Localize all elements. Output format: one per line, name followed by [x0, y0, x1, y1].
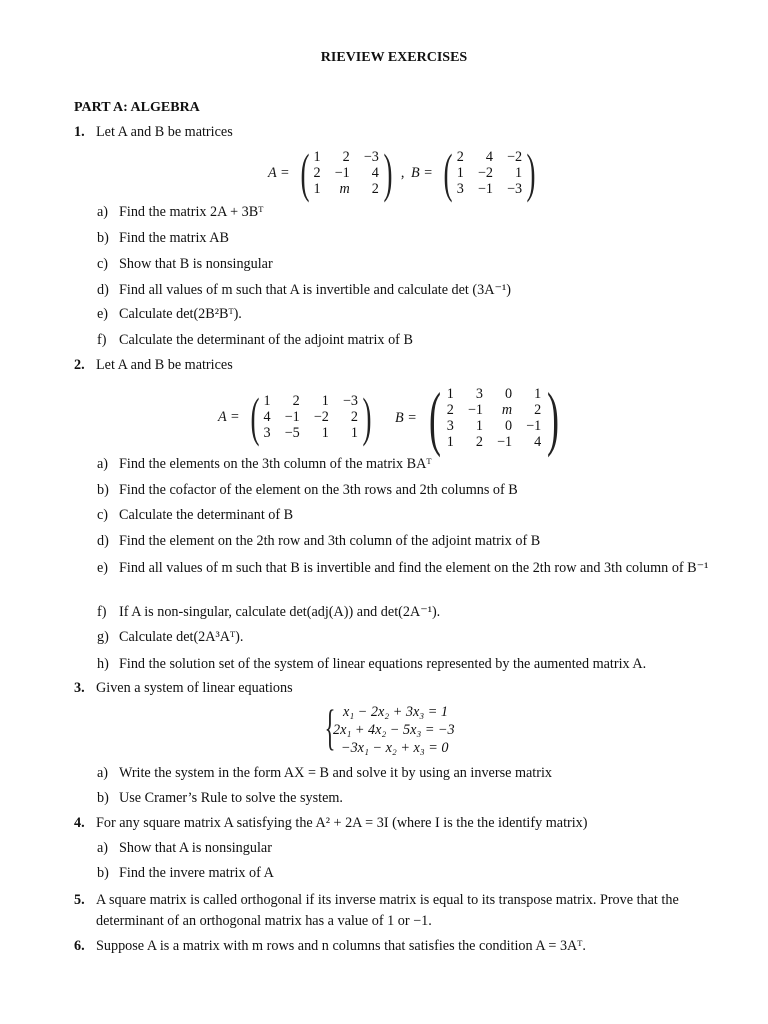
section-heading-part-a: PART A: ALGEBRA: [74, 100, 200, 115]
subquestion: [97, 456, 432, 473]
matrix-b-q2: [395, 378, 565, 458]
subquestion-text: Find the invere matrix of A: [119, 865, 274, 881]
question-text: A square matrix is called orthogonal if its inverse matrix is equal to its transpose matrix. Prove that the determinant of an orthogonal matrix has a value of 1 or −1.: [96, 892, 679, 929]
question-text: For any square matrix A satisfying the A² + 2A = 3I (where I is the the identify matrix): [96, 815, 588, 831]
subquestion-text: Calculate the determinant of B: [119, 507, 294, 523]
subquestion-label: e): [97, 560, 109, 576]
matrix-cell: −1: [496, 434, 513, 450]
matrix-cell: 4: [371, 165, 379, 181]
matrix-cell: −2: [506, 149, 523, 165]
subquestion-label: b): [97, 482, 109, 498]
matrix-cell: 4: [485, 149, 493, 165]
right-paren: ): [526, 143, 536, 203]
subquestion: [97, 765, 552, 782]
subquestion-text: Find the element on the 2th row and 3th column of the adjoint matrix of B: [119, 533, 541, 549]
subquestion-label: c): [97, 256, 109, 272]
matrix-cell: 2: [292, 393, 300, 409]
subquestion-label: b): [97, 790, 109, 806]
matrix-cell: −1: [284, 409, 300, 425]
subquestion: [97, 629, 243, 646]
matrix-cell: 0: [505, 386, 513, 402]
question-text: Let A and B be matrices: [96, 124, 233, 140]
matrix-cell: 3: [475, 386, 483, 402]
matrix-separator: ,: [400, 164, 405, 181]
equation-1: x₁ − 2x₂ + 3x₃ = 1: [343, 704, 448, 720]
matrix-cell: −2: [313, 409, 329, 425]
matrix-cell: 1: [350, 425, 358, 441]
subquestion: [97, 482, 518, 499]
matrix-cell: 2: [446, 402, 454, 418]
matrix-cell: −1: [467, 402, 483, 418]
subquestion-text: Find all values of m such that B is invertible and find the element on the 2th row and 3th column of B⁻¹: [119, 560, 709, 576]
subquestion: [97, 790, 343, 807]
matrix-label: A =: [218, 408, 240, 425]
matrix-label: B =: [395, 409, 417, 426]
subquestion-text: Calculate det(2B²Bᵀ).: [119, 306, 242, 322]
left-paren: (: [428, 378, 441, 458]
left-paren: (: [250, 387, 260, 447]
matrix-cell: −1: [526, 418, 542, 434]
matrix-cell: 2: [371, 181, 379, 197]
subquestion: [97, 332, 413, 349]
matrix-a-q2: [218, 387, 376, 447]
question-number: 6.: [74, 938, 85, 954]
subquestion-label: a): [97, 456, 109, 472]
subquestion: [97, 840, 272, 857]
subquestion: [97, 230, 229, 247]
question-number: 5.: [74, 892, 85, 908]
right-paren: ): [383, 143, 393, 203]
question-number: 2.: [74, 357, 85, 373]
subquestion: [97, 306, 242, 323]
subquestion-text: Find the elements on the 3th column of the matrix BAᵀ: [119, 456, 432, 472]
matrix-cell: −1: [334, 165, 350, 181]
subquestion-label: d): [97, 533, 109, 549]
subquestion: [97, 507, 293, 524]
subquestion-text: Show that A is nonsingular: [119, 840, 272, 856]
subquestion: [97, 865, 274, 882]
question-1: [74, 124, 233, 141]
equation-2: 2x₁ + 4x₂ − 5x₃ = −3: [333, 722, 455, 738]
question-text: Suppose A is a matrix with m rows and n columns that satisfies the condition A = 3Aᵀ.: [96, 938, 586, 954]
subquestion-text: Write the system in the form AX = B and solve it by using an inverse matrix: [119, 765, 552, 781]
matrix-cell: −3: [342, 393, 358, 409]
question-3: [74, 680, 293, 697]
question-4: [74, 815, 588, 832]
matrix-cell: 1: [534, 386, 542, 402]
subquestion-text: Show that B is nonsingular: [119, 256, 273, 272]
subquestion-text: Find the matrix AB: [119, 230, 229, 246]
subquestion-text: Find all values of m such that A is invertible and calculate det (3A⁻¹): [119, 282, 511, 298]
matrix-cell: 0: [505, 418, 513, 434]
matrix-grid: [264, 393, 358, 441]
subquestion-label: f): [97, 332, 107, 348]
subquestion-label: a): [97, 204, 109, 220]
subquestion-label: c): [97, 507, 109, 523]
matrix-cell: 2: [313, 165, 321, 181]
matrix-cell: 1: [446, 386, 454, 402]
question-5: [74, 890, 724, 932]
matrix-cell: 1: [321, 393, 329, 409]
matrix-cell: −2: [477, 165, 493, 181]
left-paren: (: [443, 143, 453, 203]
matrix-label: B =: [411, 164, 433, 181]
right-paren: ): [547, 378, 560, 458]
question-6: [74, 938, 586, 955]
subquestion-text: Find the matrix 2A + 3Bᵀ: [119, 204, 264, 220]
matrix-cell: 1: [321, 425, 329, 441]
matrix-cell: 1: [263, 393, 271, 409]
matrix-cell: 4: [534, 434, 542, 450]
subquestion-label: b): [97, 865, 109, 881]
system-brace: {: [324, 699, 336, 755]
matrix-grid: [314, 149, 379, 197]
subquestion-label: a): [97, 840, 109, 856]
matrix-a-q1: [268, 143, 405, 203]
matrix-cell: 1: [515, 165, 523, 181]
subquestion: [97, 204, 263, 221]
equation-3: −3x₁ − x₂ + x₃ = 0: [341, 740, 449, 756]
question-number: 4.: [74, 815, 85, 831]
matrix-label: A =: [268, 164, 290, 181]
subquestion-label: h): [97, 656, 109, 672]
matrix-cell: 2: [534, 402, 542, 418]
matrix-cell: −1: [477, 181, 493, 197]
question-text: Given a system of linear equations: [96, 680, 293, 696]
matrix-cell: 3: [456, 181, 464, 197]
matrix-cell: m: [501, 402, 513, 418]
subquestion-label: a): [97, 765, 109, 781]
subquestion: [97, 256, 273, 273]
matrix-cell: 3: [263, 425, 271, 441]
subquestion-text: If A is non-singular, calculate det(adj(A)) and det(2A⁻¹).: [119, 604, 441, 620]
subquestion: [97, 656, 646, 673]
matrix-cell: 1: [313, 149, 321, 165]
subquestion-text: Calculate the determinant of the adjoint matrix of B: [119, 332, 413, 348]
question-number: 1.: [74, 124, 85, 140]
matrix-grid: [447, 386, 541, 450]
matrix-b-q1: [411, 143, 540, 203]
matrix-cell: 4: [263, 409, 271, 425]
subquestion: [97, 558, 722, 579]
subquestion-text: Find the cofactor of the element on the 3th rows and 2th columns of B: [119, 482, 518, 498]
right-paren: ): [362, 387, 372, 447]
matrix-cell: 2: [350, 409, 358, 425]
subquestion-text: Use Cramer’s Rule to solve the system.: [119, 790, 343, 806]
matrix-grid: [457, 149, 522, 197]
matrix-cell: 1: [446, 434, 454, 450]
subquestion-label: e): [97, 306, 109, 322]
matrix-cell: m: [339, 181, 350, 197]
matrix-cell: 3: [446, 418, 454, 434]
subquestion-text: Find the solution set of the system of linear equations represented by the aumented matrix A.: [119, 656, 647, 672]
question-number: 3.: [74, 680, 85, 696]
document-title: RIEVIEW EXERCISES: [320, 50, 468, 65]
matrix-cell: 1: [456, 165, 464, 181]
matrix-cell: 1: [475, 418, 483, 434]
subquestion-label: d): [97, 282, 109, 298]
subquestion: [97, 604, 440, 621]
matrix-cell: −3: [506, 181, 523, 197]
matrix-cell: 2: [475, 434, 483, 450]
subquestion: [97, 282, 511, 299]
left-paren: (: [300, 143, 310, 203]
subquestion-label: b): [97, 230, 109, 246]
question-text: Let A and B be matrices: [96, 357, 233, 373]
matrix-cell: 2: [342, 149, 350, 165]
subquestion-label: g): [97, 629, 109, 645]
subquestion: [97, 533, 540, 550]
question-2: [74, 357, 233, 374]
matrix-cell: 2: [456, 149, 464, 165]
subquestion-text: Calculate det(2A³Aᵀ).: [119, 629, 244, 645]
matrix-cell: −3: [363, 149, 379, 165]
subquestion-label: f): [97, 604, 107, 620]
matrix-cell: −5: [284, 425, 300, 441]
matrix-cell: 1: [313, 181, 321, 197]
